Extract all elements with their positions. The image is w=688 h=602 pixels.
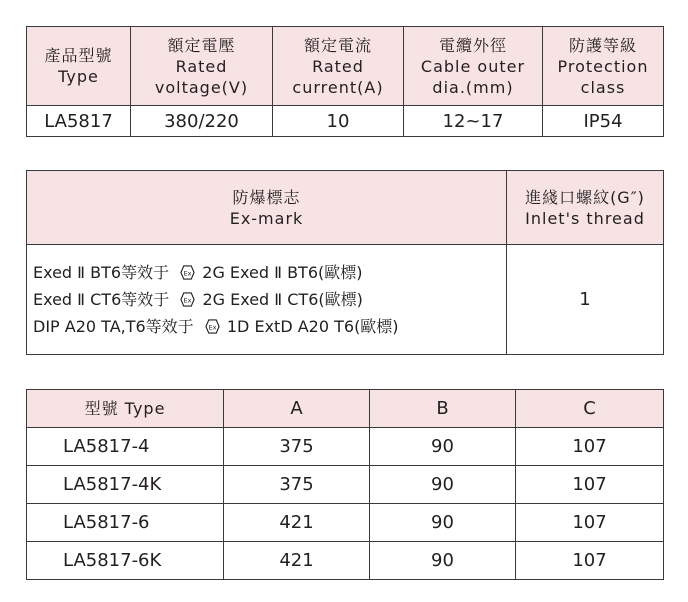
header-protection-en1: Protection (557, 56, 649, 76)
exmark-prefix: Exed Ⅱ BT6等效于 (33, 263, 170, 282)
header-cable-zh: 電纜外徑 (438, 35, 507, 55)
svg-text:Ex: Ex (183, 296, 192, 305)
header-cable-dia (404, 27, 543, 106)
header-thread-zh: 進綫口螺紋(G″) (525, 187, 645, 207)
cell-a: 421 (224, 504, 370, 542)
header-cable-en1: Cable outer (420, 56, 526, 76)
cell-b: 90 (370, 428, 516, 466)
exmark-suffix: 1D ExtD A20 T6(歐標) (226, 317, 399, 336)
header-c: C (516, 390, 664, 428)
header-current-zh: 額定電流 (303, 35, 372, 55)
header-voltage-en1: Rated (175, 56, 228, 76)
header-cable-en2: dia.(mm) (432, 77, 514, 97)
exmark-prefix: Exed Ⅱ CT6等效于 (33, 290, 170, 309)
header-rated-voltage (131, 27, 273, 106)
header-voltage-zh: 額定電壓 (167, 35, 236, 55)
cell-c: 107 (516, 466, 664, 504)
exmark-line (33, 286, 506, 313)
exmark-prefix: DIP A20 TA,T6等效于 (33, 317, 194, 336)
header-type (27, 27, 131, 106)
cell-b: 90 (370, 466, 516, 504)
cell-protection: IP54 (543, 106, 664, 137)
cell-cable-dia: 12~17 (404, 106, 543, 137)
cell-model: LA5817-4 (27, 428, 224, 466)
header-protection-zh: 防護等級 (568, 35, 637, 55)
table-row (27, 428, 664, 466)
header-current-en1: Rated (312, 56, 364, 76)
header-rated-current (273, 27, 404, 106)
header-model-type: 型號 Type (27, 390, 224, 428)
table-row (27, 542, 664, 580)
cell-model: LA5817-4K (27, 466, 224, 504)
header-current-en2: current(A) (292, 77, 384, 97)
header-type-zh: 產品型號 (44, 46, 113, 65)
svg-text:Ex: Ex (183, 269, 192, 278)
cell-a: 421 (224, 542, 370, 580)
header-exmark (27, 171, 507, 245)
exmark-lines (27, 245, 507, 355)
cell-a: 375 (224, 466, 370, 504)
exmark-line (33, 259, 506, 286)
dimensions-table (26, 389, 664, 580)
ex-hexagon-icon (180, 292, 195, 307)
header-voltage-en2: voltage(V) (154, 77, 249, 97)
cell-model: LA5817-6 (27, 504, 224, 542)
cell-voltage: 380/220 (131, 106, 273, 137)
header-a: A (224, 390, 370, 428)
header-exmark-zh: 防爆標志 (232, 187, 301, 207)
spec-table (26, 26, 664, 137)
cell-a: 375 (224, 428, 370, 466)
header-thread-en: Inlet's thread (525, 208, 645, 228)
table-row (27, 504, 664, 542)
cell-current: 10 (273, 106, 404, 137)
exmark-line (33, 313, 506, 340)
cell-thread-value: 1 (507, 245, 664, 355)
header-protection-class (543, 27, 664, 106)
table-row (27, 466, 664, 504)
ex-hexagon-icon (205, 319, 220, 334)
header-type-en: Type (58, 67, 99, 86)
cell-b: 90 (370, 504, 516, 542)
cell-c: 107 (516, 542, 664, 580)
header-b: B (370, 390, 516, 428)
header-protection-en2: class (580, 77, 626, 97)
cell-model: LA5817-6K (27, 542, 224, 580)
cell-b: 90 (370, 542, 516, 580)
exmark-suffix: 2G Exed Ⅱ BT6(歐標) (202, 263, 363, 282)
header-inlet-thread (507, 171, 664, 245)
header-exmark-en: Ex-mark (229, 208, 304, 228)
exmark-table (26, 170, 664, 355)
cell-type: LA5817 (27, 106, 131, 137)
cell-c: 107 (516, 428, 664, 466)
ex-hexagon-icon (180, 265, 195, 280)
cell-c: 107 (516, 504, 664, 542)
exmark-suffix: 2G Exed Ⅱ CT6(歐標) (202, 290, 363, 309)
svg-text:Ex: Ex (208, 323, 217, 332)
